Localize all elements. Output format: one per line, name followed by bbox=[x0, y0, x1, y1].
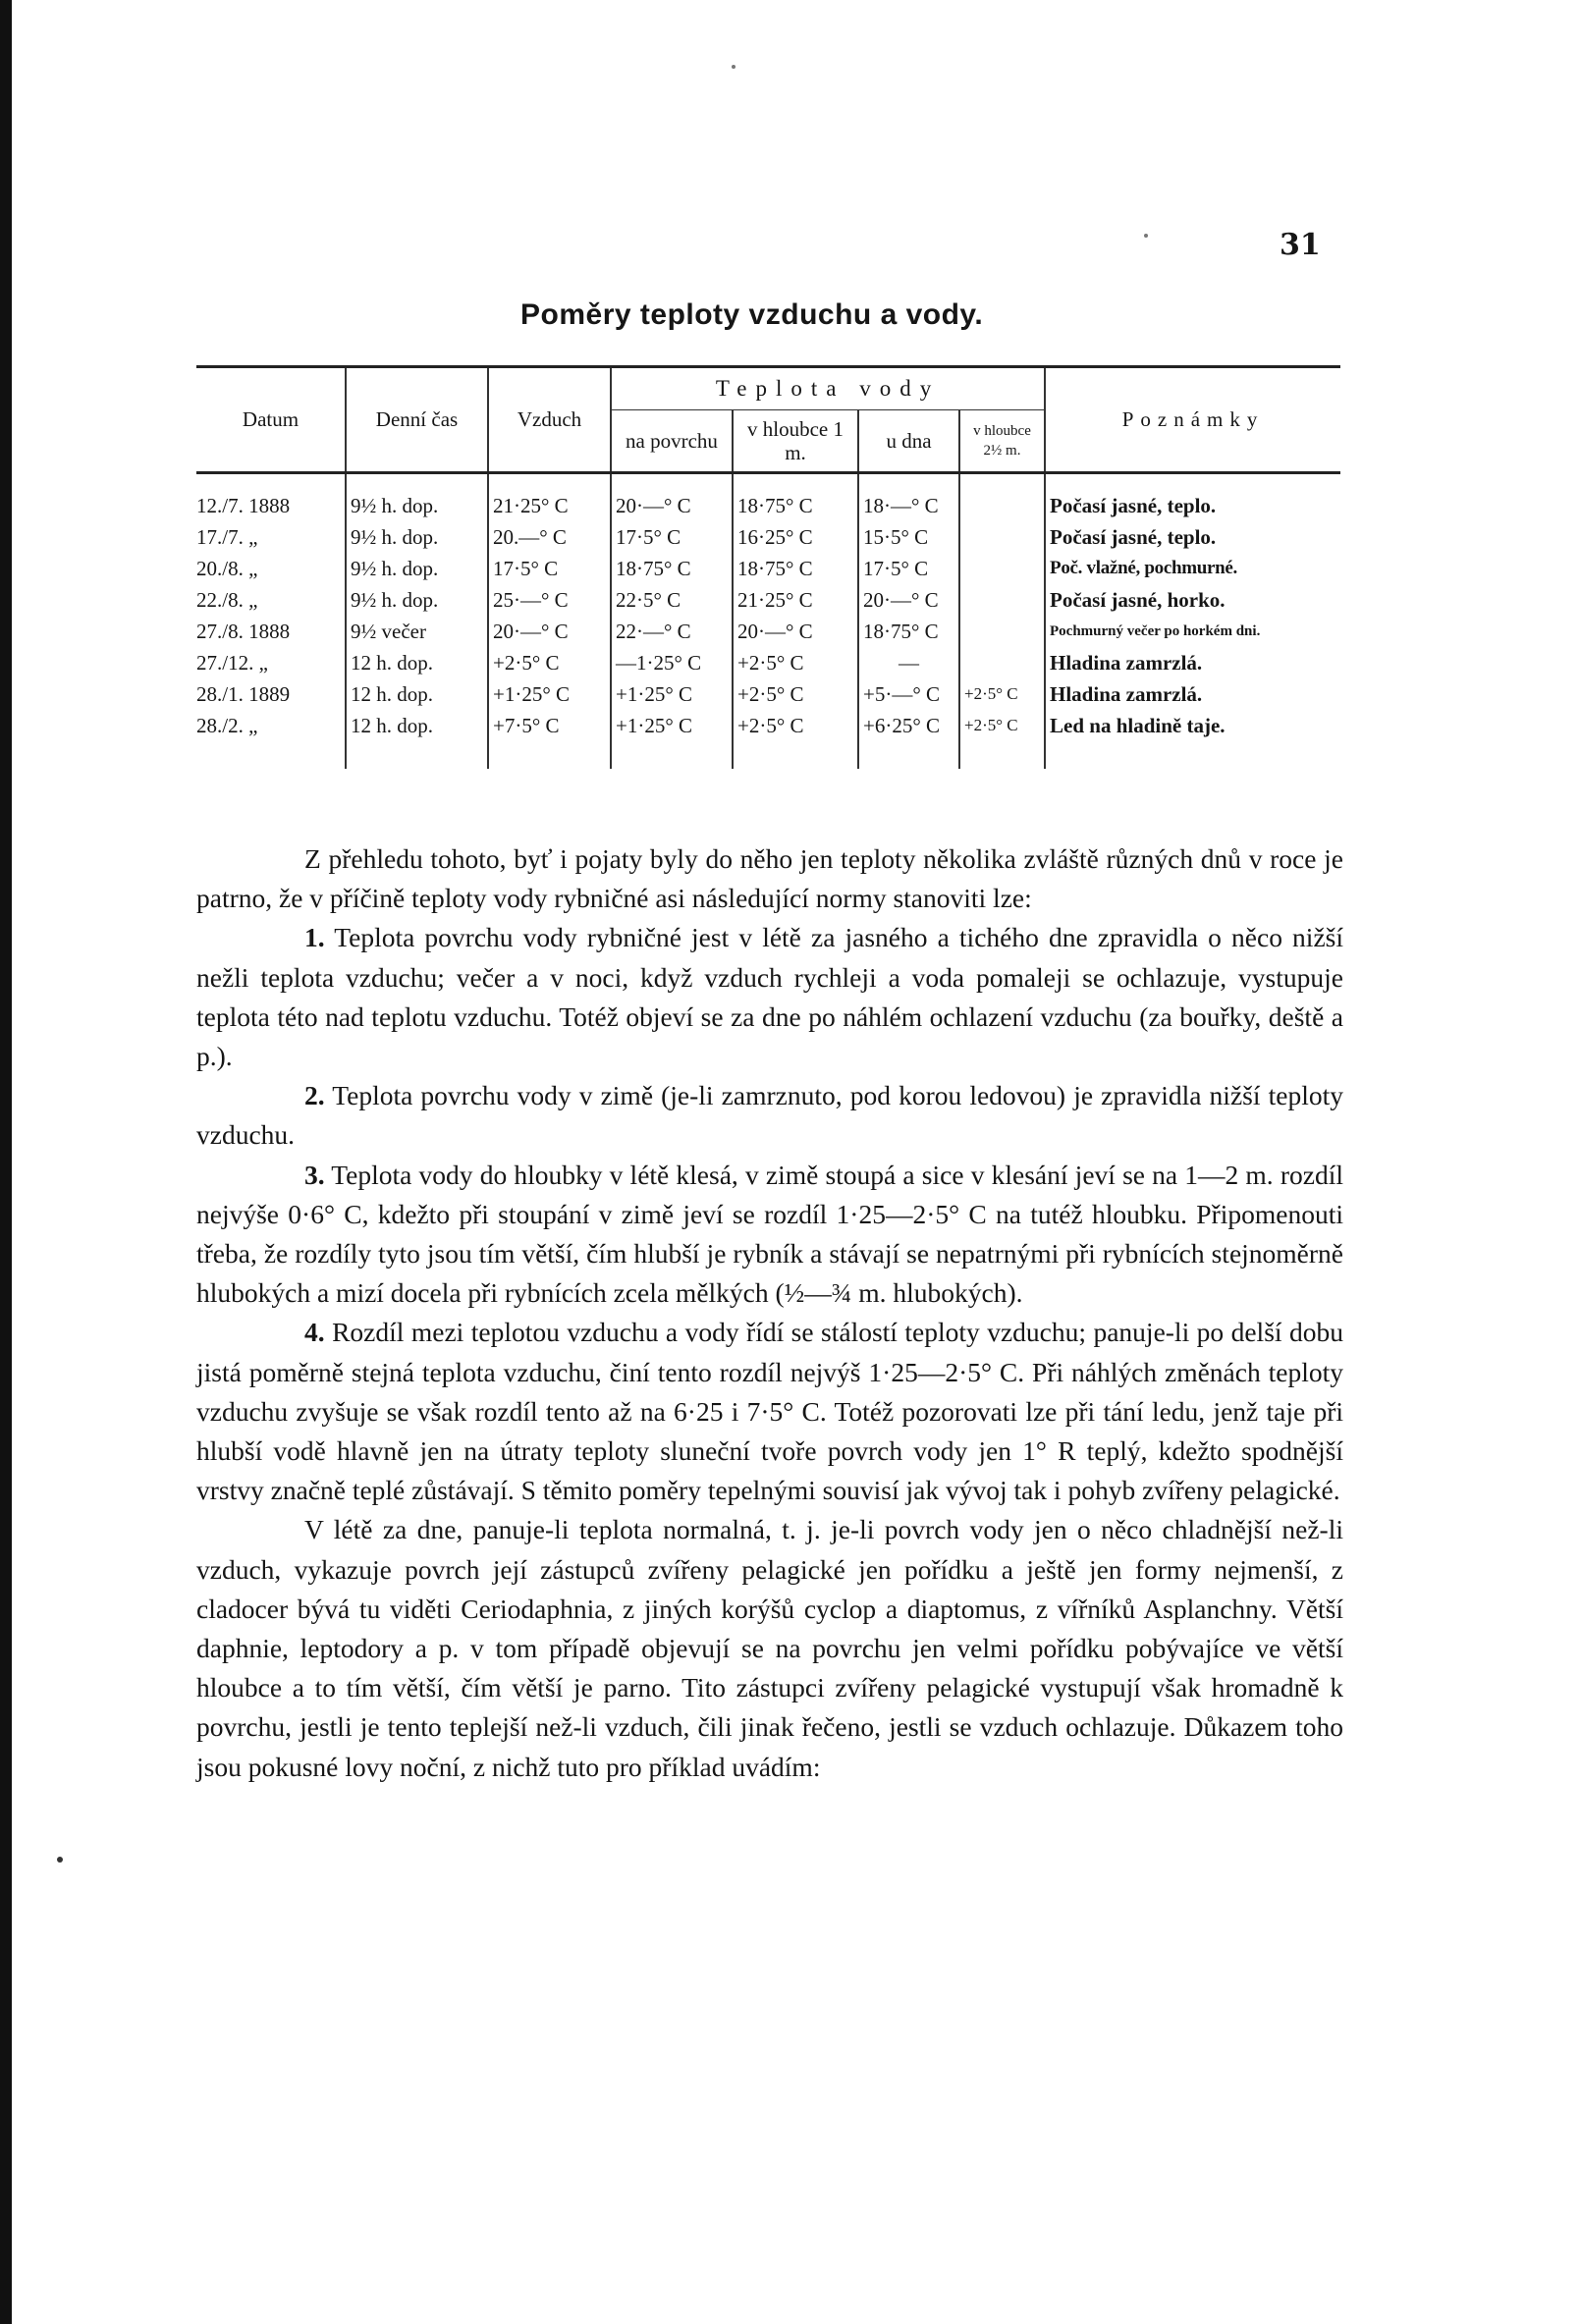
cell-cas: 9½ h. dop. bbox=[346, 553, 488, 584]
cell-hloubka1: +2·5° C bbox=[733, 678, 858, 710]
paragraph-number: 4. bbox=[304, 1317, 325, 1348]
cell-povrch: —1·25° C bbox=[611, 647, 733, 678]
cell-hloubka25 bbox=[959, 521, 1045, 553]
cell-vzduch: 20·—° C bbox=[488, 616, 611, 647]
cell-hloubka1: 18·75° C bbox=[733, 553, 858, 584]
header-datum: Datum bbox=[196, 367, 346, 473]
cell-datum: 17./7. „ bbox=[196, 524, 258, 549]
table-row bbox=[196, 616, 1340, 647]
cell-poznamka: Led na hladině taje. bbox=[1045, 710, 1340, 769]
cell-poznamka: Počasí jasné, horko. bbox=[1045, 584, 1340, 616]
paragraph-number: 1. bbox=[304, 922, 325, 953]
cell-cas: 12 h. dop. bbox=[346, 710, 488, 769]
cell-hloubka25 bbox=[959, 616, 1045, 647]
header-na-povrchu: na povrchu bbox=[611, 410, 733, 473]
header-vzduch: Vzduch bbox=[488, 367, 611, 473]
cell-vzduch: +7·5° C bbox=[488, 710, 611, 769]
cell-vzduch: 25·—° C bbox=[488, 584, 611, 616]
cell-datum: 27./12. „ bbox=[196, 650, 268, 675]
cell-datum: 20./8. „ bbox=[196, 556, 258, 580]
paragraph-text: Teplota povrchu vody rybničné jest v létě za jasného a tichého dne zpravidla o něco nižší nežli teplota vzduchu; večer a v noci, když vzduch rychleji a voda pomaleji se ochlazuje, vystupuje teplota této nad teplotu vzduchu. Totéž objeví se za dne po náhlém ochlazení vzduchu (za bouřky, deště a p.). bbox=[196, 922, 1343, 1072]
cell-dno: 20·—° C bbox=[858, 584, 959, 616]
header-denni-cas: Denní čas bbox=[346, 367, 488, 473]
cell-povrch: 17·5° C bbox=[611, 521, 733, 553]
cell-povrch: 22·—° C bbox=[611, 616, 733, 647]
header-u-dna: u dna bbox=[858, 410, 959, 473]
cell-vzduch: 20.—° C bbox=[488, 521, 611, 553]
cell-dno: — bbox=[858, 647, 959, 678]
margin-dot bbox=[57, 1857, 63, 1863]
cell-hloubka25: +2·5° C bbox=[959, 678, 1045, 710]
cell-poznamka: Počasí jasné, teplo. bbox=[1045, 473, 1340, 522]
table-row bbox=[196, 647, 1340, 678]
cell-hloubka1: +2·5° C bbox=[733, 710, 858, 769]
cell-dno: 18·—° C bbox=[858, 473, 959, 522]
cell-datum: 12./7. 1888 bbox=[196, 493, 291, 517]
cell-vzduch: +2·5° C bbox=[488, 647, 611, 678]
cell-cas: 9½ h. dop. bbox=[346, 473, 488, 522]
cell-povrch: 22·5° C bbox=[611, 584, 733, 616]
paragraph-4 bbox=[196, 1313, 1343, 1510]
cell-poznamka: Hladina zamrzlá. bbox=[1045, 678, 1340, 710]
paragraph-number: 3. bbox=[304, 1159, 325, 1190]
cell-hloubka1: 18·75° C bbox=[733, 473, 858, 522]
paragraph-number: 2. bbox=[304, 1080, 325, 1111]
cell-hloubka25 bbox=[959, 647, 1045, 678]
cell-cas: 9½ h. dop. bbox=[346, 521, 488, 553]
table-row bbox=[196, 678, 1340, 710]
page-title: Poměry teploty vzduchu a vody. bbox=[520, 298, 984, 331]
cell-vzduch: 21·25° C bbox=[488, 473, 611, 522]
cell-hloubka25 bbox=[959, 553, 1045, 584]
table-row bbox=[196, 584, 1340, 616]
paragraph-5: V létě za dne, panuje-li teplota normalná, t. j. je-li povrch vody jen o něco chladnější než-li vzduch, vykazuje povrch její zástupců zvířeny pelagické jen pořídku a ještě jen formy nejmenší, z cladocer bývá tu viděti Ceriodaphnia, z jiných korýšů cyclop a diaptomus, z vířníků Asplanchny. Větší daphnie, leptodory a p. v tom případě objevují se na povrchu jen velmi pořídku pobývajíce ve větší hloubce a to tím větší, čím větší je parno. Tito zástupci zvířeny pelagické vystupují však hromadně k povrchu, jestli je tento teplejší než-li vzduch, čili jinak řečeno, jestli se vzduch ochlazuje. Důkazem toho jsou pokusné lovy noční, z nichž tuto pro příklad uvádím: bbox=[196, 1514, 1343, 1782]
table-row bbox=[196, 553, 1340, 584]
cell-poznamka: Poč. vlažné, pochmurné. bbox=[1045, 553, 1340, 584]
cell-hloubka1: 21·25° C bbox=[733, 584, 858, 616]
cell-dno: 18·75° C bbox=[858, 616, 959, 647]
cell-hloubka1: 16·25° C bbox=[733, 521, 858, 553]
cell-datum: 28./2. „ bbox=[196, 713, 258, 737]
body-text bbox=[196, 839, 1343, 1787]
paragraph-text: Teplota vody do hloubky v létě klesá, v zimě stoupá a sice v klesání jeví se na 1—2 m. rozdíl nejvýše 0·6° C, kdežto při stoupání v zimě jeví se rozdíl 1·25—2·5° C na tutéž hloubku. Připomenouti třeba, že rozdíly tyto jsou tím větší, čím hlubší je rybník a stávají se nepatrnými při rybnících stejnoměrně hlubokých a mizí docela při rybnících zcela mělkých (½—¾ m. hlubokých). bbox=[196, 1159, 1343, 1309]
cell-cas: 9½ h. dop. bbox=[346, 584, 488, 616]
cell-cas: 12 h. dop. bbox=[346, 678, 488, 710]
cell-poznamka: Pochmurný večer po horkém dni. bbox=[1045, 616, 1340, 647]
table-row bbox=[196, 521, 1340, 553]
scan-speck bbox=[732, 65, 736, 69]
paragraph-text: Rozdíl mezi teplotou vzduchu a vody řídí se stálostí teploty vzduchu; panuje-li po delší dobu jistá poměrně stejná teplota vzduchu, činí tento rozdíl nejvýš 1·25—2·5° C. Při náhlých změnách teploty vzduchu zvyšuje se však rozdíl tento až na 6·25 i 7·5° C. Totéž pozorovati lze při tání ledu, jenž taje při hlubší vodě hlavně jen na útraty teploty sluneční tvoře povrch vody jen 1° R teplý, kdežto spodnější vrstvy značně teplé zůstávají. S těmito poměry tepelnými souvisí jak vývoj tak i pohyb zvířeny pelagické. bbox=[196, 1317, 1343, 1506]
page-edge-shadow bbox=[0, 0, 12, 2324]
paragraph-intro: Z přehledu tohoto, byť i pojaty byly do něho jen teploty několika zvláště různých dnů v roce je patrno, že v příčině teploty vody rybničné asi následující normy stanoviti lze: bbox=[196, 843, 1343, 914]
cell-hloubka1: +2·5° C bbox=[733, 647, 858, 678]
cell-povrch: +1·25° C bbox=[611, 678, 733, 710]
page-number: 31 bbox=[1280, 228, 1321, 262]
cell-hloubka1: 20·—° C bbox=[733, 616, 858, 647]
cell-vzduch: +1·25° C bbox=[488, 678, 611, 710]
cell-hloubka25 bbox=[959, 473, 1045, 522]
header-v-hloubce-2-5m: v hloubce 2½ m. bbox=[959, 410, 1045, 473]
cell-poznamka: Hladina zamrzlá. bbox=[1045, 647, 1340, 678]
header-v-hloubce-1m: v hloubce 1 m. bbox=[733, 410, 858, 473]
cell-vzduch: 17·5° C bbox=[488, 553, 611, 584]
header-poznamky: Poznámky bbox=[1045, 367, 1340, 473]
cell-datum: 28./1. 1889 bbox=[196, 681, 291, 706]
table-row bbox=[196, 473, 1340, 522]
table-row bbox=[196, 710, 1340, 769]
paragraph-3 bbox=[196, 1156, 1343, 1314]
cell-povrch: +1·25° C bbox=[611, 710, 733, 769]
scan-speck bbox=[1144, 234, 1148, 238]
cell-dno: 17·5° C bbox=[858, 553, 959, 584]
cell-hloubka25 bbox=[959, 584, 1045, 616]
header-teplota-vody: Teplota vody bbox=[611, 367, 1045, 410]
cell-datum: 27./8. 1888 bbox=[196, 619, 291, 643]
cell-dno: +6·25° C bbox=[858, 710, 959, 769]
cell-cas: 12 h. dop. bbox=[346, 647, 488, 678]
paragraph-text: Teplota povrchu vody v zimě (je-li zamrznuto, pod korou ledovou) je zpravidla nižší teploty vzduchu. bbox=[196, 1080, 1343, 1151]
cell-povrch: 18·75° C bbox=[611, 553, 733, 584]
cell-dno: 15·5° C bbox=[858, 521, 959, 553]
cell-cas: 9½ večer bbox=[346, 616, 488, 647]
temperature-table bbox=[196, 365, 1340, 769]
cell-poznamka: Počasí jasné, teplo. bbox=[1045, 521, 1340, 553]
cell-hloubka25: +2·5° C bbox=[959, 710, 1045, 769]
cell-datum: 22./8. „ bbox=[196, 587, 258, 612]
cell-povrch: 20·—° C bbox=[611, 473, 733, 522]
cell-dno: +5·—° C bbox=[858, 678, 959, 710]
paragraph-1 bbox=[196, 918, 1343, 1076]
paragraph-2 bbox=[196, 1076, 1343, 1155]
